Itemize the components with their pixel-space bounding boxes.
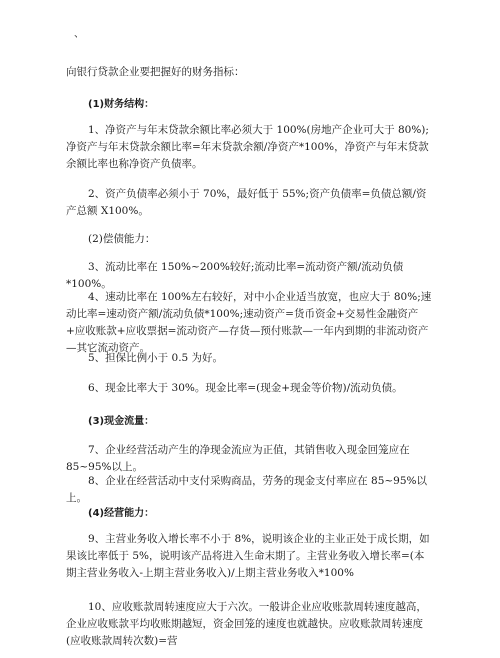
item-1: 1、净资产与年末贷款余额比率必须大于 100%(房地产企业可大于 80%);净资产与年末贷款余额比率=年末贷款余额/净资产*100%，净资产与年末贷款余额比率也称净资产负债率。 (66, 124, 429, 170)
heading-operating-capacity: (4)经营能力： (88, 508, 155, 519)
heading-financial-structure: (1)财务结构： (88, 99, 155, 110)
item-10: 10、应收账款周转速度应大于六次。一般讲企业应收账款周转速度越高，企业应收账款平均收账期越短，资金回笼的速度也就越快。应收账款周转速度(应收账款周转次数)=营 (66, 601, 427, 647)
item-9: 9、主营业务收入增长率不小于 8%，说明该企业的主业正处于成长期，如果该比率低于 5%，说明该产品将进入生命末期了。主营业务收入增长率=(本期主营业务收入-上期主营业务收入)/上期主营业务收入*100% (66, 533, 430, 579)
intro-line: 向银行贷款企业要把握好的财务指标： (66, 66, 245, 78)
item-5: 5、担保比例小于 0.5 为好。 (88, 352, 224, 364)
item-2: 2、资产负债率必须小于 70%，最好低于 55%;资产负债率=负债总额/资产总额 X100%。 (66, 188, 427, 217)
item-8: 8、企业在经营活动中支付采购商品，劳务的现金支付率应在 85~95%以上。 (66, 475, 428, 504)
heading-cash-flow: (3)现金流量： (88, 416, 155, 427)
leading-mark: 、 (74, 29, 84, 40)
item-7: 7、企业经营活动产生的净现金流应为正值，其销售收入现金回笼应在 85~95%以上。 (66, 444, 410, 473)
item-4: 4、速动比率在 100%左右较好，对中小企业适当放宽，也应大于 80%;速动比率=速动资产额/流动负债*100%;速动资产=货币资金+交易性金融资产+应收账款+应收票据=流动资产—存货—预付账款—一年内到期的非流动资产—其它流动资产。 (66, 291, 432, 354)
item-3: 3、流动比率在 150%~200%较好;流动比率=流动资产额/流动负债*100%。 (66, 261, 404, 290)
heading-solvency: (2)偿债能力： (88, 233, 156, 245)
item-6: 6、现金比率大于 30%。现金比率=(现金+现金等价物)/流动负债。 (88, 382, 403, 394)
